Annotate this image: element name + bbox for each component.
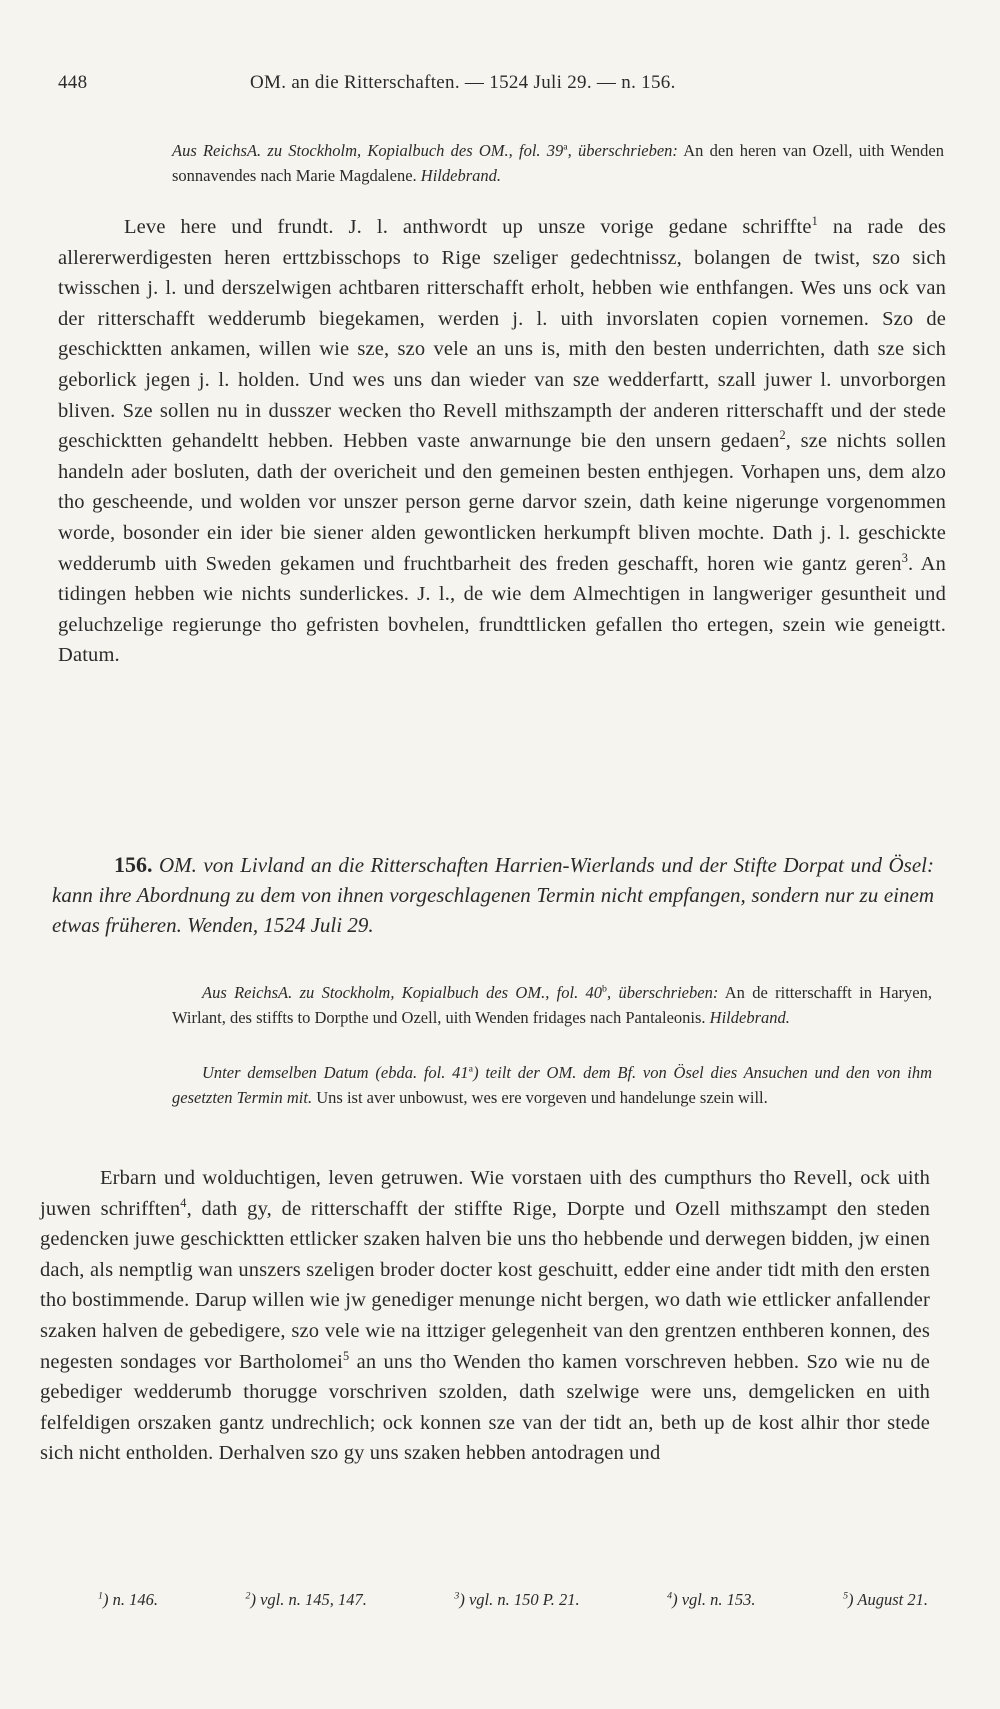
body-text-part: . An tidingen hebben wie nichts sunderlickes. J. l., de wie dem Almechtigen in langweriger gesuntheit und geluchzelige regierunge tho gefristen bovhelen, frundttlicken gefallen tho ertegen, szein wie geneigtt. Datum. bbox=[58, 552, 946, 667]
note-text-italic: ) teilt der OM. dem Bf. von Ösel dies Ansuchen und den von ihm gesetzten Termin mit. bbox=[172, 1063, 932, 1107]
letter-body-155 bbox=[58, 212, 946, 671]
source-label: , überschrieben: bbox=[606, 983, 719, 1002]
footnotes bbox=[98, 1590, 928, 1610]
footnote-mark: 5 bbox=[843, 1590, 849, 1602]
source-note-155 bbox=[172, 138, 944, 188]
footnote-text: August 21. bbox=[857, 1590, 928, 1609]
body-text-part: an uns tho Wenden tho kamen vorschreven hebben. Szo wie nu de gebediger wedderumb thorugge vorschriven szolden, dath szelwige were uns, demgelicken en uith felfeldigen orszaken gantz undrechlich; ock konnen sze van der tidt an, beth up de kost alhir thor stede sich nicht entholden. Derhalven szo gy uns szaken hebben antodragen und bbox=[40, 1350, 930, 1465]
footnote-item: $^3$) vgl. n. 150 P. 21. bbox=[454, 1590, 580, 1609]
footnote-text: n. 146. bbox=[112, 1590, 158, 1609]
document-title-156 bbox=[52, 850, 934, 940]
footnote-ref-5: 5 bbox=[343, 1348, 350, 1363]
note-text-italic: Unter demselben Datum (ebda. fol. 41 bbox=[202, 1063, 469, 1082]
footnote-ref-1: 1 bbox=[811, 214, 818, 229]
footnote-mark: 4 bbox=[667, 1590, 673, 1602]
source-address: An de ritterschafft in Haryen, Wirlant, des stiffts to Dorpthe und Ozell, uith Wenden fridages nach Pantaleonis. bbox=[172, 983, 932, 1027]
source-archive: Aus ReichsA. zu Stockholm, Kopialbuch des OM., fol. 39 bbox=[172, 141, 564, 160]
page-number: 448 bbox=[58, 72, 88, 93]
source-folio-sup: b bbox=[602, 983, 607, 995]
source-editor: Hildebrand. bbox=[709, 1008, 790, 1027]
footnote-ref-3: 3 bbox=[901, 550, 908, 565]
body-text-part: Erbarn und wolduchtigen, leven getruwen. Wie vorstaen uith des cumpthurs tho Revell, ock uith juwen schrifften bbox=[40, 1167, 930, 1220]
source-address: An den heren van Ozell, uith Wenden sonnavendes nach Marie Magdalene. bbox=[172, 141, 944, 185]
body-text-part: Leve here und frundt. J. l. anthwordt up unsze vorige gedane schriffte bbox=[124, 216, 812, 238]
footnote-ref-4: 4 bbox=[180, 1195, 187, 1210]
footnote-mark: 3 bbox=[454, 1590, 460, 1602]
source-label: , überschrieben: bbox=[567, 141, 678, 160]
note-text: Uns ist aver unbowust, wes ere vorgeven und handelunge szein will. bbox=[316, 1088, 768, 1107]
running-title: OM. an die Ritterschaften. — 1524 Juli 29. — n. 156. bbox=[250, 72, 676, 93]
body-text-part: , sze nichts sollen handeln ader bosluten, dath der overicheit und den gemeinen besten enthjegen. Vorhapen uns, dem alzo tho gescheende, und wolden vor unszer person gerne darvor szein, dath keine nigerunge vorgenommen worde, bosonder ein ider bie siener alden gewontlicken herkumpft bliven mochte. Dath j. l. geschickte wedderumb uith Sweden gekamen und fruchtbarheit des freden geschafft, horen wie gantz geren bbox=[58, 430, 946, 575]
letter-body-156 bbox=[40, 1163, 930, 1469]
footnote-item: $^5$) August 21. bbox=[843, 1590, 928, 1609]
footnote-text: vgl. n. 150 P. 21. bbox=[468, 1590, 580, 1609]
footnote-item: $^2$) vgl. n. 145, 147. bbox=[245, 1590, 367, 1609]
document-number: 156. bbox=[114, 852, 153, 877]
note-folio-sup: a bbox=[468, 1063, 474, 1075]
footnote-ref-2: 2 bbox=[779, 428, 786, 443]
footnote-text: vgl. n. 145, 147. bbox=[260, 1590, 367, 1609]
footnote-mark: 1 bbox=[98, 1590, 103, 1602]
footnote-text: vgl. n. 153. bbox=[681, 1590, 756, 1609]
body-text-part: na rade des allererwerdigesten heren erttzbisschops to Rige szeliger gedechtnissz, bolangen de twist, szo sich twisschen j. l. und derszelwigen achtbaren ritterschafft erholt, hebben wie enthfangen. Wes uns ock van der ritterschafft wedderumb biegekamen, werden j. l. uith invorslaten copien vornemen. Szo de geschicktten ankamen, willen wie sze, szo vele an uns is, mith den besten underrichten, dath sze sich geborlick jegen j. l. holden. Und wes uns dan wieder van sze wedderfartt, szall juwer l. unvorborgen bliven. Sze sollen nu in dusszer wecken tho Revell mithszampth der anderen ritterschafft und der stede geschicktten gehandeltt hebben. Hebben vaste anwarnunge bie den unsern gedaen bbox=[58, 216, 946, 453]
footnote-item: $^4$) vgl. n. 153. bbox=[667, 1590, 756, 1609]
footnote-item: $^1$) n. 146. bbox=[98, 1590, 158, 1609]
source-editor: Hildebrand. bbox=[420, 166, 501, 185]
body-text-part: , dath gy, de ritterschafft der stiffte Rige, Dorpte und Ozell mithszampt den steden gedencken juwe geschicktten ettlicker szaken halven bie uns tho hebbende und derwegen bidden, jw einen dach, als nemptlig wan unszers szeligen broder docter kost geschuitt, edder eine ander tidt mith den ersten tho bostimmende. Darup willen wie jw genediger menunge nicht bergen, wo dath wie ettlicker anfallender szaken halven de gebedigere, szo vele wie na ittziger gelegenheit van den grentzen enthberen konnen, des negesten sondages vor Bartholomei bbox=[40, 1197, 930, 1373]
source-folio-sup: a bbox=[563, 141, 568, 153]
document-heading: OM. von Livland an die Ritterschaften Harrien-Wierlands und der Stifte Dorpat und Ösel: kann ihre Abordnung zu dem von ihnen vorgeschlagenen Termin nicht empfangen, sondern nur zu einem etwas früheren. Wenden, 1524 Juli 29. bbox=[52, 853, 934, 937]
editorial-note-156 bbox=[172, 1060, 932, 1110]
footnote-mark: 2 bbox=[245, 1590, 251, 1602]
source-note-156 bbox=[172, 980, 932, 1030]
source-archive: Aus ReichsA. zu Stockholm, Kopialbuch des OM., fol. 40 bbox=[202, 983, 603, 1002]
